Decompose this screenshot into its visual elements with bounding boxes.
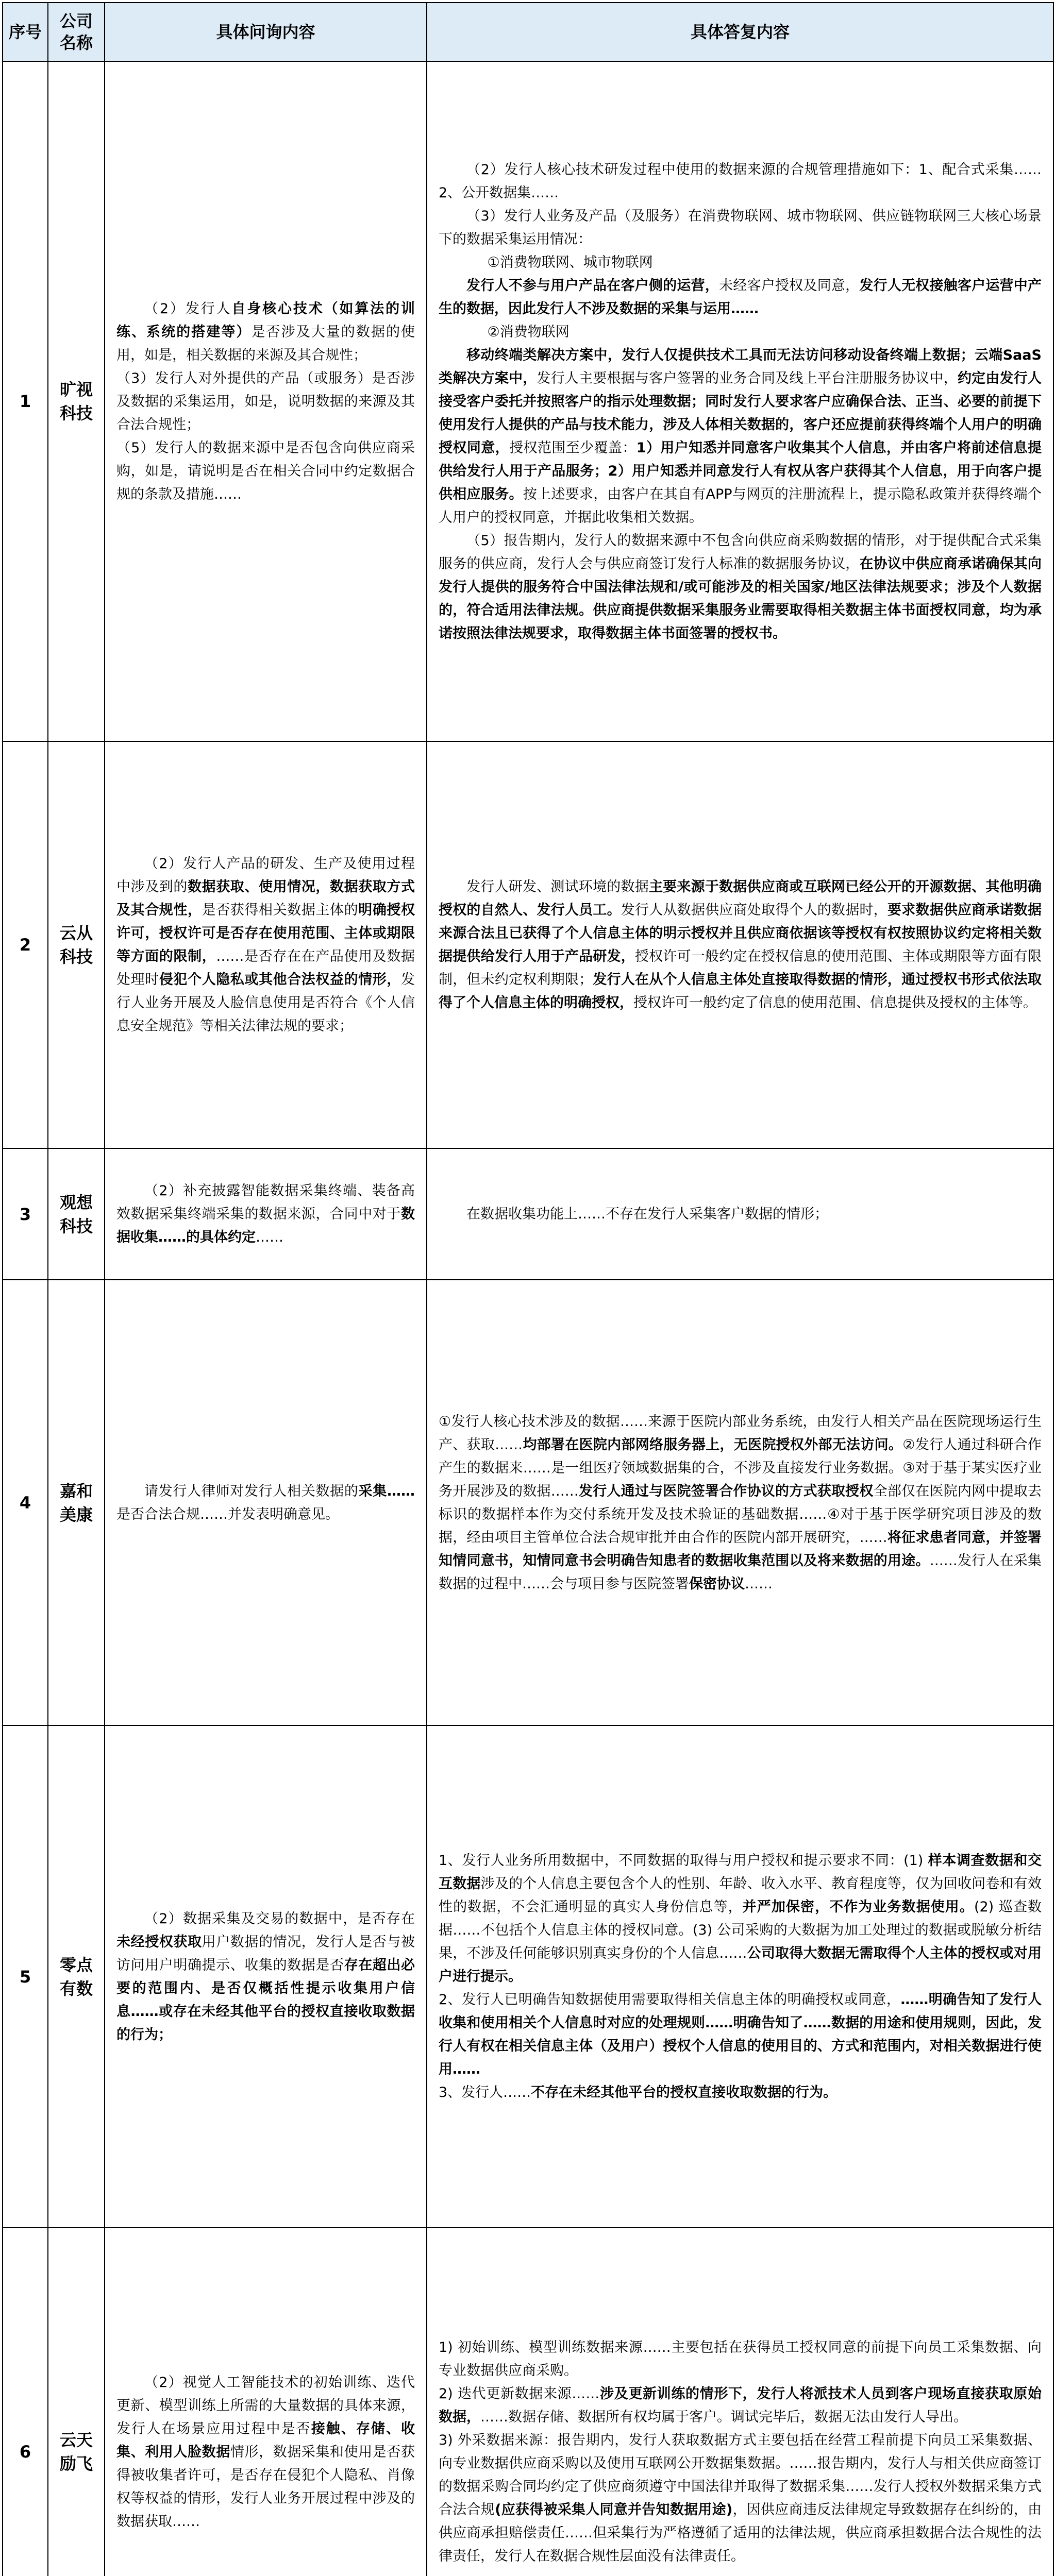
text: ②发行人通过科研合作产生的数据来……是一组医疗领域数据集的合，不涉及直接发行业务数据。③对于基于某实医疗业务开展涉及的数据…… [439,1436,1042,1499]
question-text [116,1179,415,1249]
bold-text: 发行人不参与用户产品在客户侧的运营， [466,277,719,294]
question-cell [105,61,427,741]
answer-cell [427,1148,1053,1280]
bold-text: 采集…… [358,1483,415,1499]
answer-cell [427,1280,1053,1725]
bold-text: 并严加保密，不作为业务数据使用。 [742,1899,974,1915]
bold-text: 约定由发行人接受客户委托并按照客户的指示处理数据；同时发行人要求客户应确保合法、正当、必要的前提下使用发行人提供的产品与技术能力，涉及人体相关数据的，客户还应提前获得终端个人用户的明确授权同意， [439,370,1042,456]
text: （2）发行人产品的研发、生产及使用过程中涉及到的 [116,856,415,895]
text: （3）发行人业务及产品（及服务）在消费物联网、城市物联网、供应链物联网三大核心场景下的数据采集运用情况： [439,208,1042,247]
answer-paragraph [439,2336,1042,2568]
company-name: 云从科技 [48,741,105,1148]
question-cell [105,1148,427,1280]
bold-text: 发行人在从个人信息主体处直接取得数据的情形，通过授权书形式依法取得了个人信息主体的明确授权， [439,972,1042,1011]
answer-cell [427,1725,1053,2228]
text: 未经客户授权及同意， [719,277,860,294]
bold-text: 发行人通过与医院签署合作协议的方式获取授权 [578,1483,874,1499]
text: 用户数据的情况，发行人是否与被访问用户明确提示、收集的数据是否 [116,1934,415,1973]
header-no: 序号 [3,3,48,61]
answer-paragraph [439,1849,1042,2104]
question-cell [105,2228,427,2576]
text: 是否涉及大量的数据的使用，如是，相关数据的来源及其合规性； [116,324,415,363]
bold-text: 保密协议 [689,1575,745,1592]
text: ……是否存在在产品使用及数据处理时 [116,948,415,988]
text: 对于提供配合式采集服务的供应商，发行人会与供应商签订发行人标准的数据服务协议， [439,532,1042,572]
text: （5）报告期内，发行人的数据来源中不包含向供应商采购数据的情形， [466,532,915,549]
text: （3）发行人对外提供的产品（或服务）是否涉及数据的采集运用，如是，说明数据的来源及其合法合规性； [116,370,415,433]
company-name: 旷视科技 [48,61,105,741]
answer-paragraph [439,875,1042,1014]
table-header-row [3,3,1053,61]
answer-paragraph [439,158,1042,205]
bold-text: 因此，发行人有权在相关信息主体（及用户）授权个人信息的使用目的、方式和范围内，对相关数据进行使用…… [439,2015,1042,2077]
row-number: 3 [3,1148,48,1280]
text: 1) 初始训练、模型训练数据来源……主要包括在获得员工授权同意的前提下向员工采集数据、向专业数据供应商采购。 [439,2340,1042,2379]
answer-cell [427,741,1053,1148]
text: ①发行人核心技术涉及的数据……来源于医院内部业务系统，由发行人相关产品在医院现场运行生产、获取…… [439,1413,1042,1453]
text: （2）发行人核心技术研发过程中使用的数据来源的合规管理措施如下：1、配合式采集……2、公开数据集…… [439,161,1042,201]
bold-text: (应获得被采集人同意并告知数据用途) [495,2502,733,2518]
answer-paragraph [439,1202,1042,1226]
table-row [3,61,1053,741]
bold-text: 移动终端类解决方案中， [466,347,622,363]
answer-paragraph [439,205,1042,251]
row-number: 1 [3,61,48,741]
text: 请发行人律师对发行人相关数据的 [144,1483,359,1499]
bold-text: ……明确告知了发行人收集和使用相关个人信息时对应的处理规则……明确告知了……数据的用途和使用规则， [439,1992,1042,2031]
page [2,2,1053,2576]
row-number: 2 [3,741,48,1148]
question-text [116,1480,415,1526]
bold-text: 在协议中供应商承诺确保其向发行人提供的服务符合中国法律法规和/或可能涉及的相关国家/地区法律法规要求；涉及个人数据的，符合适用法律法规。 [439,555,1042,618]
bold-text: 云端SaaS类解决方案中， [439,347,1042,386]
bold-text: 明确授权许可，授权许可是否存在使用范围、主体或期限等方面的限制， [116,902,415,964]
text: 是否合法合规……并发表明确意见。 [116,1506,339,1522]
text: ……发行人在采集数据的过程中……会与项目参与医院签署 [439,1552,1042,1592]
text: …… [256,1229,283,1245]
text: 授权范围至少覆盖： [509,439,637,456]
text: （2）数据采集及交易的数据中，是否存在 [144,1910,415,1927]
text: ①消费物联网、城市物联网 [487,254,653,270]
bold-text: 侵犯个人隐私或其他合法权益的情形， [159,972,401,988]
text: （2）视觉人工智能技术的初始训练、迭代更新、模型训练上所需的大量数据的具体来源，发行人在场景应用过程中是否 [116,2374,415,2437]
table-row [3,741,1053,1148]
text: （5）发行人的数据来源中是否包含向供应商采购，如是，请说明是否在相关合同中约定数据合规的条款及措施…… [116,439,415,502]
answer-paragraph [439,320,1042,344]
text: 2) 迭代更新数据来源…… [439,2386,600,2402]
text: 全部仅在医院内网中提取去标识的数据样本作为交付系统开发及技术验证的基础数据……④对于基于医学研究项目涉及的数据，经由项目主管单位合法合规审批并由合作的医院内部开展研究，…… [439,1483,1042,1546]
company-name: 观想科技 [48,1148,105,1280]
header-answer: 具体答复内容 [427,3,1053,61]
table-body [3,61,1053,2576]
text: (2) 巡查数据……不包括个人信息主体的授权同意。(3) 公司采购的大数据为加工处理过的数据或脱敏分析结果，不涉及任何能够识别真实身份的个人信息…… [439,1899,1042,1961]
answer-paragraph [439,529,1042,645]
question-text [116,2371,415,2533]
bold-text: 1）用户知悉并同意客户收集其个人信息，并由客户将前述信息提供给发行人用于产品服务；2）用户知悉并同意发行人有权从客户获得其个人信息，用于向客户提供相应服务。 [439,439,1042,502]
bold-text: 发行人无权接触客户运营中产生的数据，因此发行人不涉及数据的采集与运用…… [439,277,1042,317]
row-number: 6 [3,2228,48,2576]
answer-paragraph [439,1410,1042,1596]
question-cell [105,1725,427,2228]
bold-text: 均部署在医院内部网络服务器上，无医院授权外部无法访问。 [523,1436,903,1453]
text: 发行人从数据供应商处取得个人的数据时， [621,902,887,918]
bold-text: 供应商提供数据采集服务业需要取得相关数据主体书面授权同意，均为承诺按照法律法规要求，取得数据主体书面签署的授权书。 [439,602,1042,641]
company-name: 嘉和美康 [48,1280,105,1725]
table-row [3,1148,1053,1280]
text: 发行人研发、测试环境的数据 [466,879,649,895]
bold-text: 存在超出必要的范围内、是否仅概括性提示收集用户信息……或存在未经其他平台的授权直接收取数据的行为； [116,1957,415,2043]
text: ②消费物联网 [487,324,570,340]
bold-text: 涉及更新训练的情形下，发行人将派技术人员到客户现场直接获取原始数据， [439,2386,1042,2425]
text: 按上述要求，由客户在其自有APP与网页的注册流程上，提示隐私政策并获得终端个人用户的授权同意，并据此收集相关数据。 [439,486,1042,526]
header-question: 具体问询内容 [105,3,427,61]
row-number: 5 [3,1725,48,2228]
bold-text: 接触、存储、收集、利用人脸数据 [116,2420,415,2460]
header-company: 公司名称 [48,3,105,61]
company-name: 云天励飞 [48,2228,105,2576]
row-number: 4 [3,1280,48,1725]
answer-cell [427,2228,1053,2576]
table-row [3,2228,1053,2576]
text: 涉及的个人信息主要包含个人的性别、年龄、收入水平、教育程度等，仅为回收问卷和有效性的数据，不会汇通明显的真实人身份信息等， [439,1876,1042,1915]
text: 是否获得相关数据主体的 [202,902,359,918]
text: 授权许可一般约定在授权信息的使用范围、主体或期限等方面有限制，但未约定权利期限； [439,948,1042,988]
text: 发行人主要根据与客户签署的业务合同及线上平台注册服务协议中， [537,370,958,386]
table-row [3,1280,1053,1725]
text: 情形，数据采集和使用是否获得被收集者许可，是否存在侵犯个人隐私、肖像权等权益的情形，发行人业务开展过程中涉及的数据获取…… [116,2444,415,2530]
text: （2）发行人 [144,300,232,317]
text: ……数据存储、数据所有权均属于客户。调试完毕后，数据无法由发行人导出。 [480,2409,967,2425]
bold-text: 数据收集……的具体约定 [116,1206,415,1245]
text: 3) 外采数据来源：报告期内，发行人获取数据方式主要包括在经营工程前提下向员工采集数据、向专业数据供应商采购以及使用互联网公开数据集数据。 [439,2432,1042,2471]
question-cell [105,1280,427,1725]
answer-paragraph [439,274,1042,320]
bold-text: 未经授权获取 [116,1934,202,1950]
inquiry-table [2,2,1054,2576]
text: ……报告期内，发行人与相关供应商签订的数据采购合同均约定了供应商须遵守中国法律并取得了数据采集……发行人授权外数据采集方式合法合规 [439,2455,1042,2518]
question-text [116,1907,415,2046]
bold-text: 样本调查数据和交互数据 [439,1853,1042,1892]
text: …… [745,1575,773,1592]
bold-text: 主要来源于数据供应商或互联网已经公开的开源数据、其他明确授权的自然人、发行人员工。 [439,879,1042,918]
answer-paragraph [439,251,1042,274]
bold-text: 不存在未经其他平台的授权直接收取数据的行为。 [531,2084,838,2100]
bold-text: 要求数据供应商承诺数据来源合法且已获得了个人信息主体的明示授权并且供应商依据该等授权有权按照协议约定将相关数据提供给发行人用于产品研发， [439,902,1042,964]
question-text [116,852,415,1038]
table-row [3,1725,1053,2228]
bold-text: 自身核心技术（如算法的训练、系统的搭建等） [116,300,415,340]
text: 2、发行人已明确告知数据使用需要取得相关信息主体的明确授权或同意， [439,1992,901,2008]
bold-text: 发行人仅提供技术工具而无法访问移动设备终端上数据； [622,347,975,363]
text: 3、发行人…… [439,2084,531,2100]
text: 1、发行人业务所用数据中，不同数据的取得与用户授权和提示要求不同：(1) [439,1853,928,1869]
text: ，因供应商违反法律规定导致数据存在纠纷的，由供应商承担赔偿责任……但采集行为严格遵循了适用的法律法规，供应商承担数据合法合规性的法律责任，发行人在数据合规性层面没有法律责任。 [439,2502,1042,2564]
question-text [116,297,415,506]
bold-text: 公司取得大数据无需取得个人主体的授权或对用户进行提示。 [439,1945,1042,1985]
text: 授权许可一般约定了信息的使用范围、信息提供及授权的主体等。 [633,995,1037,1011]
question-cell [105,741,427,1148]
answer-paragraph [439,344,1042,529]
company-name: 零点有数 [48,1725,105,2228]
text: （2）补充披露智能数据采集终端、装备高效数据采集终端采集的数据来源，合同中对于 [116,1183,415,1222]
answer-cell [427,61,1053,741]
text: 在数据收集功能上……不存在发行人采集客户数据的情形； [466,1206,828,1222]
bold-text: 数据获取、使用情况，数据获取方式及其合规性， [116,879,415,918]
bold-text: 将征求患者同意，并签署知情同意书，知情同意书会明确告知患者的数据收集范围以及将来数据的用途。 [439,1529,1042,1569]
text: 发行人业务开展及人脸信息使用是否符合《个人信息安全规范》等相关法律法规的要求； [116,972,415,1034]
